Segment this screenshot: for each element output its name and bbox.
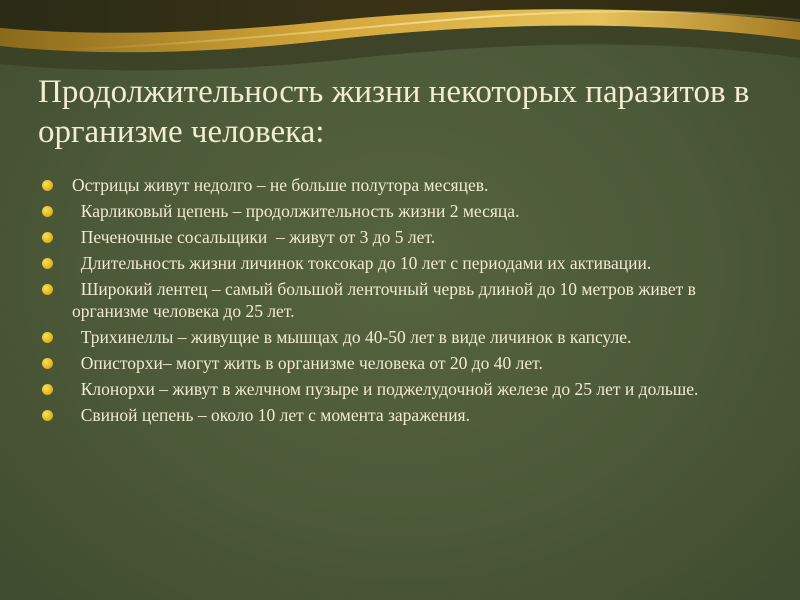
list-item-text: Широкий лентец – самый большой ленточный червь длиной до 10 метров живет в организме человека до 25 лет. xyxy=(72,279,701,321)
list-item-text: Описторхи– могут жить в организме человека от 20 до 40 лет. xyxy=(72,353,543,373)
bullet-dot-icon xyxy=(42,410,53,421)
bullet-dot-icon xyxy=(42,284,53,295)
bullet-dot-icon xyxy=(42,180,53,191)
list-item xyxy=(42,174,762,196)
bullet-dot-icon xyxy=(42,206,53,217)
list-item xyxy=(42,378,762,400)
slide-title: Продолжительность жизни некоторых паразитов в организме человека: xyxy=(38,74,750,150)
list-item xyxy=(42,252,762,274)
bullet-dot-icon xyxy=(42,358,53,369)
list-item-text: Острицы живут недолго – не больше полутора месяцев. xyxy=(72,175,489,195)
list-item-text: Печеночные сосальщики – живут от 3 до 5 лет. xyxy=(72,227,436,247)
bullet-dot-icon xyxy=(42,332,53,343)
list-item xyxy=(42,278,762,322)
list-item-text: Длительность жизни личинок токсокар до 10 лет с периодами их активации. xyxy=(72,253,652,273)
list-item xyxy=(42,200,762,222)
bullet-dot-icon xyxy=(42,384,53,395)
list-item xyxy=(42,226,762,248)
bullet-dot-icon xyxy=(42,258,53,269)
list-item-text: Клонорхи – живут в желчном пузыре и поджелудочной железе до 25 лет и дольше. xyxy=(72,379,699,399)
list-item xyxy=(42,404,762,426)
list-item-text: Трихинеллы – живущие в мышцах до 40-50 лет в виде личинок в капсуле. xyxy=(72,327,632,347)
list-item xyxy=(42,352,762,374)
bullet-list xyxy=(42,174,762,430)
list-item-text: Карликовый цепень – продолжительность жизни 2 месяца. xyxy=(72,201,520,221)
bullet-dot-icon xyxy=(42,232,53,243)
list-item-text: Свиной цепень – около 10 лет с момента заражения. xyxy=(72,405,470,425)
list-item xyxy=(42,326,762,348)
